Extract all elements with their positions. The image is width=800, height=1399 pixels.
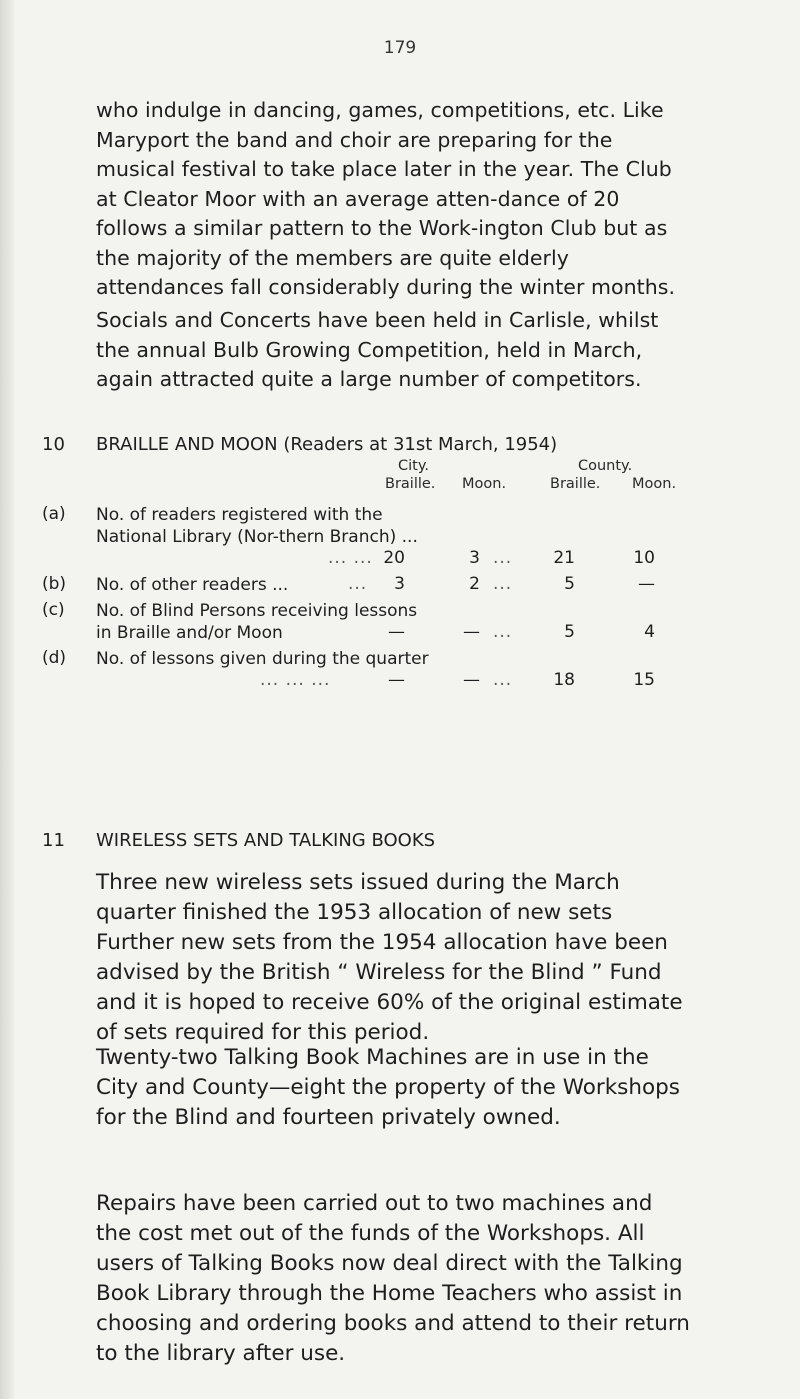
- col-header-county-braille: Braille.: [550, 476, 601, 492]
- row-leader-dots: ... ...: [328, 548, 373, 568]
- row-label: No. of other readers ...: [96, 575, 289, 595]
- row-label: No. of Blind Persons receiving lessons in Braille and/or Moon: [96, 601, 418, 643]
- row-label: No. of readers registered with the National Library (Nor-thern Branch) ...: [96, 505, 418, 547]
- cell-city-moon: 2: [469, 574, 480, 594]
- cell-county-braille: 5: [564, 574, 575, 594]
- row-mid-dots: ...: [493, 574, 513, 594]
- cell-county-braille: 21: [553, 548, 575, 568]
- cell-county-moon: 15: [633, 670, 655, 690]
- cell-city-moon: —: [463, 670, 480, 690]
- cell-city-braille: 3: [394, 574, 405, 594]
- section-title: BRAILLE AND MOON (Readers at 31st March, 1954): [96, 434, 558, 455]
- group-header-city: City.: [398, 458, 429, 474]
- group-header-county: County.: [578, 458, 633, 474]
- intro-paragraph-2: Socials and Concerts have been held in Carlisle, whilst the annual Bulb Growing Competition, held in March, again attracted quite a large number of competitors.: [96, 308, 659, 391]
- row-leader-dots: ... ... ...: [260, 670, 331, 690]
- talking-book-machines-paragraph: Twenty-two Talking Book Machines are in use in the City and County—eight the property of the Workshops for the Blind and fourteen privately owned.: [96, 1045, 681, 1130]
- cell-city-braille: 20: [383, 548, 405, 568]
- page-edge-shadow: [0, 0, 14, 1399]
- cell-city-braille: —: [388, 670, 405, 690]
- row-letter: (b): [42, 574, 67, 594]
- section-number: 11: [42, 830, 65, 851]
- page-number: 179: [383, 38, 417, 58]
- col-header-city-moon: Moon.: [462, 476, 507, 492]
- row-letter: (a): [42, 504, 66, 524]
- row-leader-dots: ...: [348, 574, 368, 594]
- row-letter: (c): [42, 600, 65, 620]
- cell-county-moon: 4: [644, 622, 655, 642]
- cell-city-moon: —: [463, 622, 480, 642]
- row-letter: (d): [42, 648, 67, 668]
- cell-city-moon: 3: [469, 548, 480, 568]
- wireless-paragraph: Three new wireless sets issued during the March quarter finished the 1953 allocation of new sets Further new sets from the 1954 allocation have been advised by the British “ Wireless for the Blind ” Fund and it is hoped to receive 60% of the original estimate of sets required for this period.: [96, 870, 683, 1045]
- row-label: No. of lessons given during the quarter: [96, 649, 429, 669]
- section-title: WIRELESS SETS AND TALKING BOOKS: [96, 830, 436, 851]
- intro-paragraph-1: who indulge in dancing, games, competitions, etc. Like Maryport the band and choir are preparing for the musical festival to take place later in the year. The Club at Cleator Moor with an average atten-dance of 20 follows a similar pattern to the Work-ington Club but as the majority of the members are quite elderly attendances fall considerably during the winter months.: [96, 98, 676, 299]
- row-mid-dots: ...: [493, 622, 513, 642]
- cell-city-braille: —: [388, 622, 405, 642]
- row-mid-dots: ...: [493, 548, 513, 568]
- cell-county-moon: 10: [633, 548, 655, 568]
- section-number: 10: [42, 434, 65, 455]
- cell-county-braille: 5: [564, 622, 575, 642]
- cell-county-moon: —: [638, 574, 655, 594]
- col-header-city-braille: Braille.: [385, 476, 436, 492]
- row-mid-dots: ...: [493, 670, 513, 690]
- repairs-paragraph: Repairs have been carried out to two machines and the cost met out of the funds of the Workshops. All users of Talking Books now deal direct with the Talking Book Library through the Home Teachers who assist in choosing and ordering books and attend to their return to the library after use.: [96, 1191, 690, 1366]
- col-header-county-moon: Moon.: [632, 476, 677, 492]
- cell-county-braille: 18: [553, 670, 575, 690]
